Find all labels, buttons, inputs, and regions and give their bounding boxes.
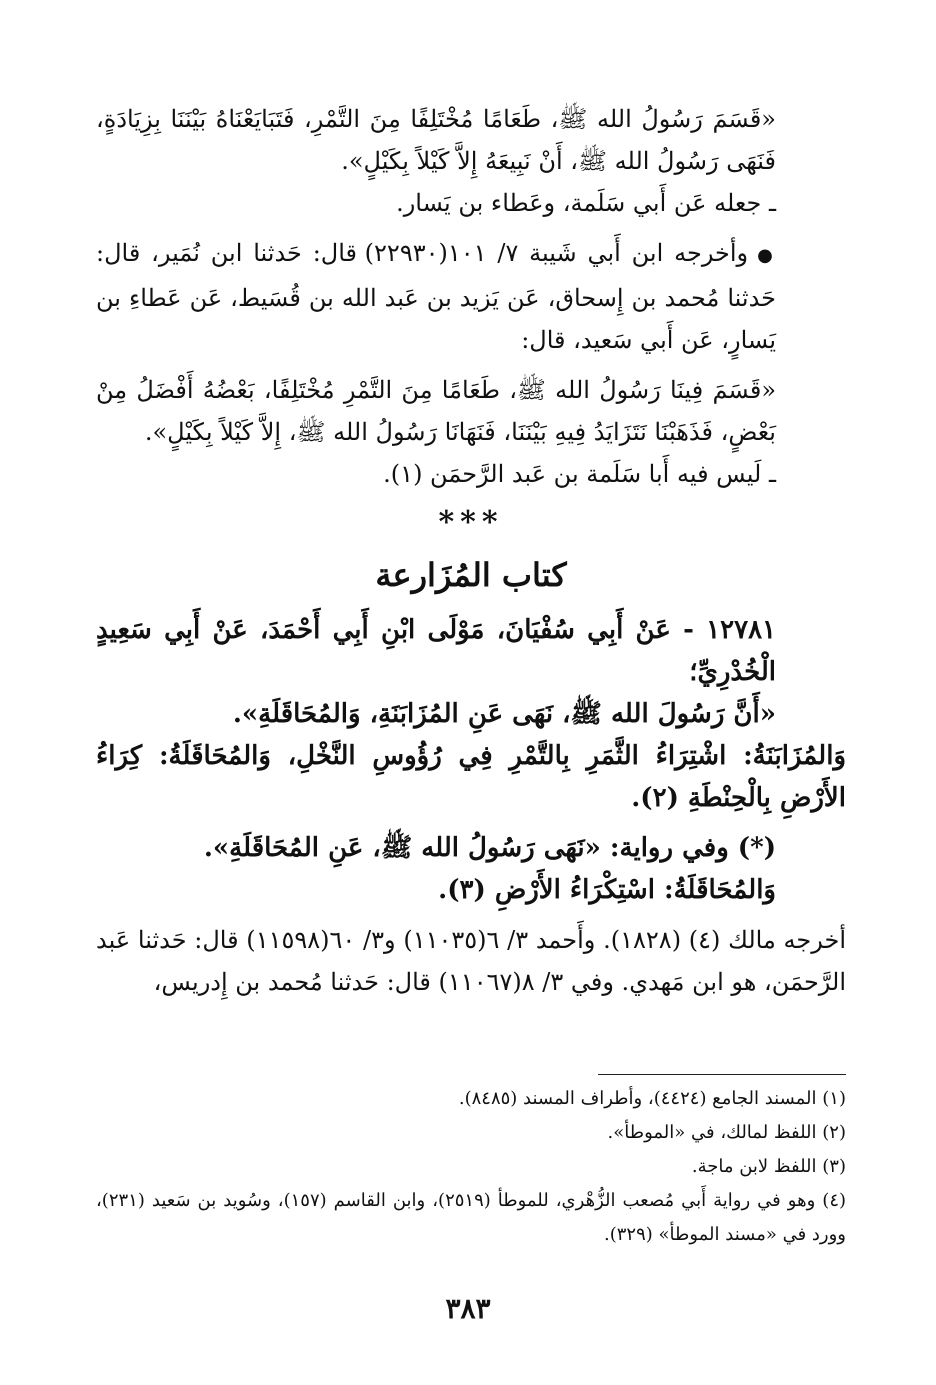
hadith-definition: وَالمُزَابَنَةُ: اشْتِرَاءُ الثَّمَرِ بِالتَّمْرِ فِي رُؤُوسِ النَّخْلِ، وَالمُحَاقَلَةُ: كِرَاءُ الأَرْضِ بِالْحِنْطَةِ (٢). xyxy=(96,741,846,813)
page-number: ٣٨٣ xyxy=(445,1292,491,1325)
commentary-line: ـ لَيس فيه أَبا سَلَمة بن عَبد الرَّحمَن (١). xyxy=(383,460,776,488)
footnotes xyxy=(96,1082,846,1252)
chapter-title: كتاب المُزَارعة xyxy=(375,556,567,594)
takhrij-paragraph: ● وأخرجه ابن أَبي شَيبة ٧/ ١٠١(٢٢٩٣٠) قال: حَدثنا ابن نُمَير، قال: حَدثنا مُحمد بن إِسحاق، عَن يَزيد بن عَبد الله بن قُسَيط، عَن عَطاءِ بن يَسارٍ، عَن أَبي سَعيد، قال: xyxy=(96,232,846,361)
hadith-header: ١٢٧٨١ - عَنْ أَبِي سُفْيَانَ، مَوْلَى ابْنِ أَبِي أَحْمَدَ، عَنْ أَبِي سَعِيدٍ الْخُدْرِيِّ؛ xyxy=(96,615,776,687)
hadith-narration: (*) وفي رواية: «نَهَى رَسُولُ الله ﷺ، عَنِ المُحَاقَلَةِ». xyxy=(203,833,776,863)
footnote: (١) المسند الجامع (٤٤٢٤)، وأطراف المسند (٨٤٨٥). xyxy=(458,1088,846,1109)
footnote: (٢) اللفظ لمالك، في «الموطأ». xyxy=(607,1122,846,1143)
footnote: (٤) وهو في رواية أَبي مُصعب الزُّهْري، للموطأ (٢٥١٩)، وابن القاسم (١٥٧)، وسُويد بن سَعيد (٢٣١)، وورد في «مسند الموطأ» (٣٢٩). xyxy=(96,1190,847,1245)
hadith-narration-definition: وَالمُحَاقَلَةُ: اسْتِكْرَاءُ الأَرْضِ (٣). xyxy=(438,875,776,905)
hadith-text: «أَنَّ رَسُولَ الله ﷺ، نَهَى عَنِ المُزَابَنَةِ، وَالمُحَاقَلَةِ». xyxy=(232,699,776,729)
footnote-separator xyxy=(598,1074,846,1075)
hadith-quote: «قَسَمَ فِينَا رَسُولُ الله ﷺ، طَعَامًا مِنَ التَّمْرِ مُخْتَلِفًا، بَعْضُهُ أَفْضَلُ مِنْ بَعْضٍ، فَذَهَبْنَا نَتَزَايَدُ فِيهِ بَيْنَنَا، فَنَهَانَا رَسُولُ الله ﷺ، إِلاَّ كَيْلاً بِكَيْلٍ». xyxy=(96,376,776,446)
commentary-line: ـ جعله عَن أَبي سَلَمة، وعَطاء بن يَسار. xyxy=(396,189,776,217)
main-text xyxy=(96,98,846,1003)
section-separator: *** xyxy=(438,505,504,540)
takhrij-paragraph: أخرجه مالك (٤) (١٨٢٨). وأَحمد ٣/ ٦(١١٠٣٥) و٣/ ٦٠(١١٥٩٨) قال: حَدثنا عَبد الرَّحمَن، هو ابن مَهدي. وفي ٣/ ٨(١١٠٦٧) قال: حَدثنا مُحمد بن إِدريس، xyxy=(96,926,846,996)
footnote: (٣) اللفظ لابن ماجة. xyxy=(691,1156,846,1177)
hadith-quote: «قَسَمَ رَسُولُ الله ﷺ، طَعَامًا مُخْتَلِفًا مِنَ التَّمْرِ، فَتَبَايَعْنَاهُ بَيْنَنَا بِزِيَادَةٍ، فَنَهَى رَسُولُ الله ﷺ، أَنْ نَبِيعَهُ إِلاَّ كَيْلاً بِكَيْلٍ». xyxy=(96,105,776,175)
